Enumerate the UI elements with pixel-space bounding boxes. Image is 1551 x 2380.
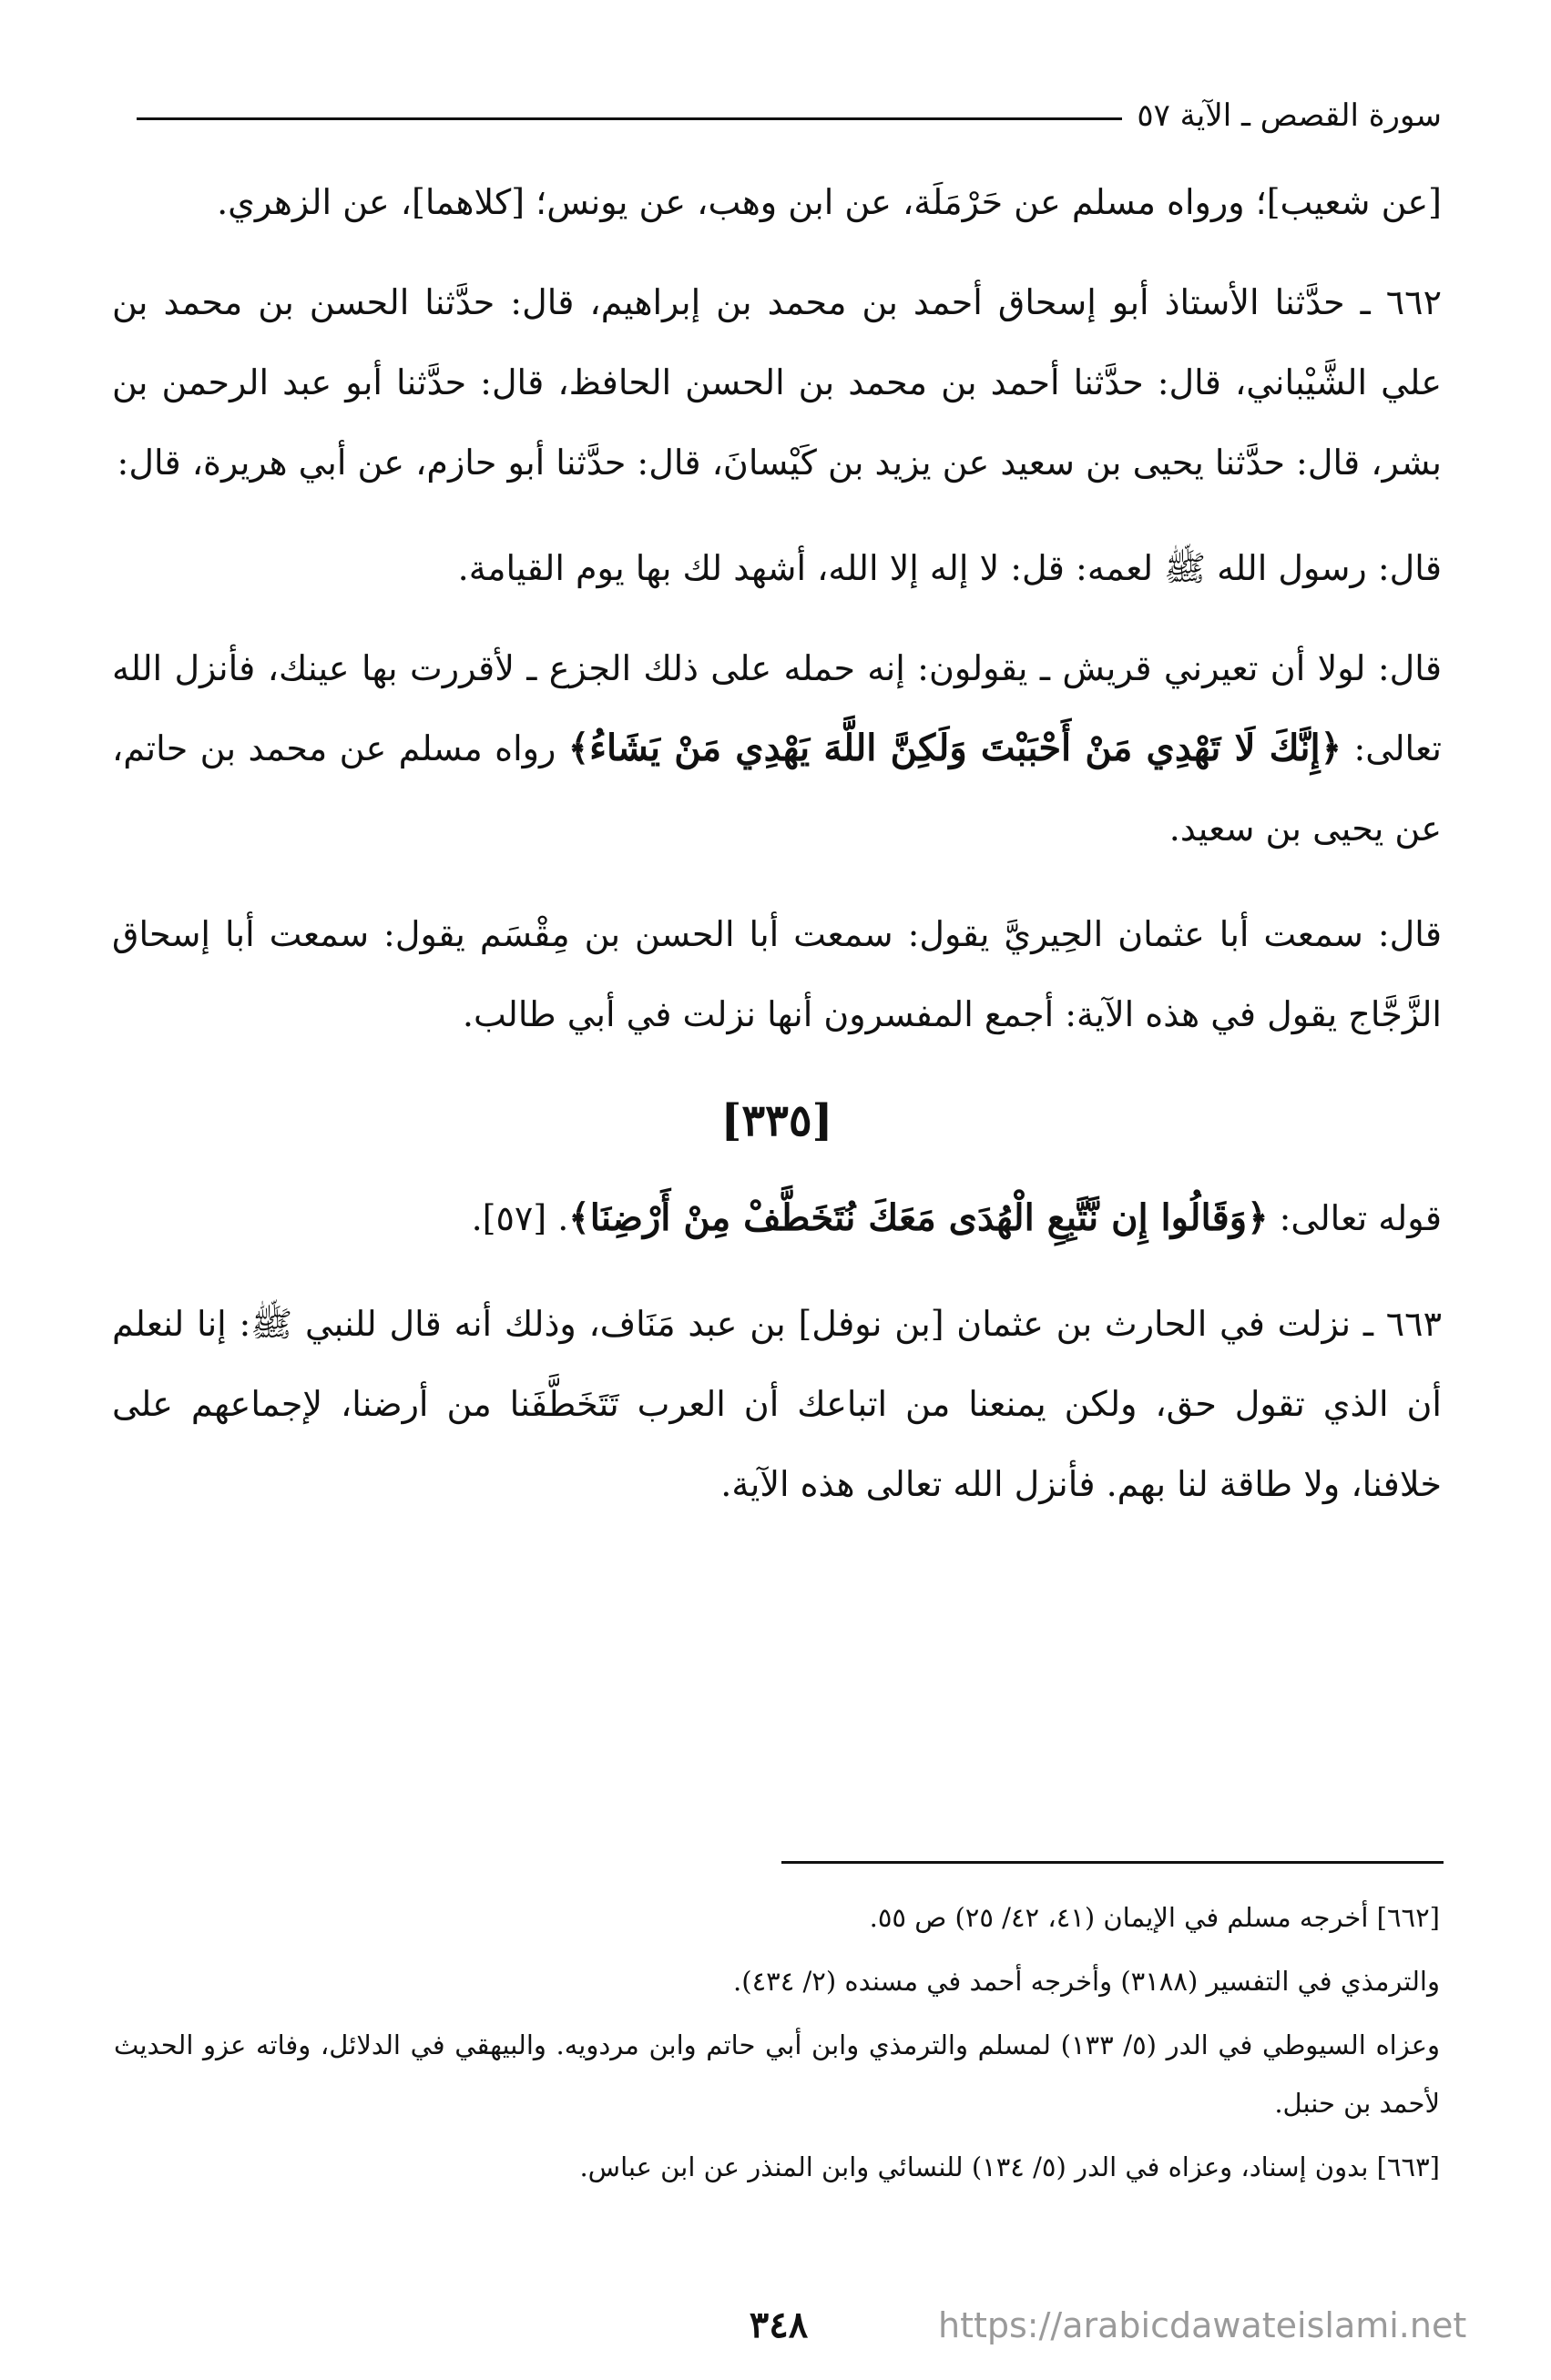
hadith-663: ٦٦٣ ـ نزلت في الحارث بن عثمان [بن نوفل] بن عبد مَنَاف، وذلك أنه قال للنبي ﷺ: إنا لنعلم أن الذي تقول حق، ولكن يمنعنا من اتباعك أن العرب تَتَخَطَّفَنا من أرضنا، لإجماعهم على خلافنا، ولا طاقة لنا بهم. فأنزل الله تعالى هذه الآية. <box>112 1304 1442 1504</box>
header-rule <box>137 117 1122 120</box>
verse-intro: قوله تعالى: <box>1268 1198 1442 1238</box>
paragraph-verse-57 <box>112 1178 1442 1258</box>
running-header-title: سورة القصص ـ الآية ٥٧ <box>1137 97 1442 134</box>
paragraph-revelation <box>112 628 1442 869</box>
footnote-663: [٦٦٣] بدون إسناد، وعزاه في الدر (٥/ ١٣٤) للنسائي وابن المنذر عن ابن عباس. <box>579 2151 1440 2182</box>
watermark-url: https://arabicdawateislami.net <box>938 2305 1467 2345</box>
revelation-intro: قال: لولا أن تعيرني قريش ـ يقولون: إنه حمله على ذلك الجزع ـ لأقررت بها عينك، فأنزل الله تعالى: <box>112 648 1443 768</box>
page-number: ٣٤٨ <box>749 2304 809 2346</box>
hadith-662-chain: ٦٦٢ ـ حدَّثنا الأستاذ أبو إسحاق أحمد بن محمد بن إبراهيم، قال: حدَّثنا الحسن بن محمد بن علي الشَّيْباني، قال: حدَّثنا أحمد بن محمد بن الحسن الحافظ، قال: حدَّثنا أبو عبد الرحمن بن بشر، قال: حدَّثنا يحيى بن سعيد عن يزيد بن كَيْسانَ، قال: حدَّثنا أبو حازم، عن أبي هريرة، قال: <box>112 282 1442 483</box>
footnotes <box>114 1888 1440 2202</box>
paragraph-continuation: [عن شعيب]؛ ورواه مسلم عن حَرْمَلَة، عن ابن وهب، عن يونس؛ [كلاهما]، عن الزهري. <box>217 182 1442 222</box>
main-text <box>112 162 1442 1550</box>
quran-verse-57: ﴿وَقَالُوا إِن نَّتَّبِعِ الْهُدَى مَعَكَ نُتَخَطَّفْ مِنْ أَرْضِنَا﴾ <box>568 1196 1269 1239</box>
footnote-rule <box>781 1861 1444 1864</box>
footnote-662-tirmidhi: والترمذي في التفسير (٣١٨٨) وأخرجه أحمد في مسنده (٢/ ٤٣٤). <box>733 1966 1440 1997</box>
verse-reference: . [٥٧]. <box>471 1198 569 1238</box>
paragraph-prophet-uncle: قال: رسول الله ﷺ لعمه: قل: لا إله إلا الله، أشهد لك بها يوم القيامة. <box>457 548 1442 588</box>
section-number: [٣٣٥] <box>720 1095 833 1146</box>
footnote-662: [٦٦٢] أخرجه مسلم في الإيمان (٤١، ٤٢/ ٢٥) ص ٥٥. <box>869 1902 1440 1933</box>
running-header <box>137 95 1442 137</box>
paragraph-zajjaj: قال: سمعت أبا عثمان الحِيريَّ يقول: سمعت أبا الحسن بن مِقْسَم يقول: سمعت أبا إسحاق الزَّجَّاج يقول في هذه الآية: أجمع المفسرون أنها نزلت في أبي طالب. <box>112 914 1442 1034</box>
quran-verse-56: ﴿إِنَّكَ لَا تَهْدِي مَنْ أَحْبَبْتَ وَلَكِنَّ اللَّهَ يَهْدِي مَنْ يَشَاءُ﴾ <box>567 727 1342 769</box>
revelation-source: رواه مسلم عن محمد بن حاتم، عن يحيى بن سعيد. <box>112 728 1442 849</box>
footnote-662-suyuti: وعزاه السيوطي في الدر (٥/ ١٣٣) لمسلم والترمذي وابن أبي حاتم وابن مردويه. والبيهقي في الدلائل، وفاته عزو الحديث لأحمد بن حنبل. <box>114 2029 1440 2119</box>
